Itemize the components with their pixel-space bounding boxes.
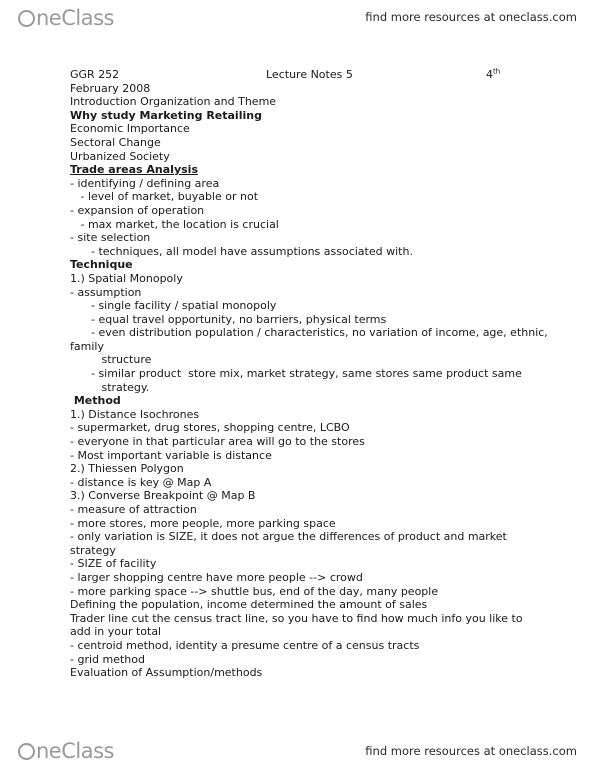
note-line: - everyone in that particular area will go to the stores [70, 435, 365, 449]
note-line: - assumption [70, 285, 142, 299]
lecture-notes-document [70, 67, 548, 680]
logo-circle-icon [18, 10, 35, 27]
note-line: - more stores, more people, more parking space [70, 516, 336, 530]
footer-tagline[interactable]: find more resources at oneclass.com [365, 744, 577, 758]
note-line: Trade areas Analysis [70, 163, 198, 177]
note-line: 1.) Distance Isochrones [70, 407, 200, 421]
note-line: 3.) Converse Breakpoint @ Map B [70, 489, 256, 503]
oneclass-logo-bottom: neClass [18, 739, 114, 763]
logo-circle-icon [18, 743, 35, 760]
note-line: - measure of attraction [70, 503, 197, 516]
note-line: - similar product store mix, market strategy, same stores same product same [70, 367, 522, 381]
note-line: family [70, 339, 104, 353]
note-line: - identifying / defining area [70, 176, 220, 190]
note-line: - larger shopping centre have more people --> crowd [70, 570, 363, 584]
note-line: - expansion of operation [70, 203, 205, 217]
note-line: Method [70, 394, 121, 408]
note-line: - only variation is SIZE, it does not argue the differences of product and market [70, 530, 507, 544]
note-line: Evaluation of Assumption/methods [70, 666, 263, 680]
note-line: 2.) Thiessen Polygon [70, 462, 184, 476]
note-line: structure [70, 353, 152, 367]
note-line: - Most important variable is distance [70, 448, 272, 462]
note-line: - single facility / spatial monopoly [70, 299, 277, 313]
notes-body [70, 81, 548, 680]
note-line: - centroid method, identity a presume centre of a census tracts [70, 638, 420, 652]
note-line: add in your total [70, 625, 162, 639]
note-line: Economic Importance [70, 122, 190, 136]
note-line: - supermarket, drug stores, shopping centre, LCBO [70, 421, 350, 435]
note-line: strategy. [70, 380, 150, 394]
lecture-number: 4th [486, 67, 501, 81]
note-line: Why study Marketing Retailing [70, 108, 262, 122]
note-line: - SIZE of facility [70, 557, 157, 571]
note-line: 1.) Spatial Monopoly [70, 271, 183, 285]
note-line: - site selection [70, 231, 151, 245]
note-line: - max market, the location is crucial [70, 217, 279, 231]
note-line: - distance is key @ Map A [70, 475, 212, 489]
note-line: Sectoral Change [70, 135, 161, 149]
notes-header [70, 68, 530, 82]
note-line: Introduction Organization and Theme [70, 95, 277, 109]
note-line: Technique [70, 258, 133, 272]
note-line: Trader line cut the census tract line, so you have to find how much info you like to [70, 611, 523, 625]
note-line: Defining the population, income determined the amount of sales [70, 598, 428, 612]
course-code: GGR 252 [70, 68, 120, 81]
note-line: - more parking space --> shuttle bus, end of the day, many people [70, 584, 439, 598]
note-line: February 2008 [70, 81, 151, 95]
note-line: - techniques, all model have assumptions associated with. [70, 244, 413, 258]
header-tagline[interactable]: find more resources at oneclass.com [365, 10, 577, 24]
notes-title: Lecture Notes 5 [266, 68, 353, 81]
oneclass-logo-top: neClass [18, 6, 114, 30]
note-line: Urbanized Society [70, 149, 170, 163]
note-line: - level of market, buyable or not [70, 190, 259, 204]
note-line: strategy [70, 543, 116, 557]
note-line: - equal travel opportunity, no barriers, physical terms [70, 312, 387, 326]
note-line: - grid method [70, 652, 145, 666]
note-line: - even distribution population / characteristics, no variation of income, age, ethnic, [70, 326, 548, 340]
